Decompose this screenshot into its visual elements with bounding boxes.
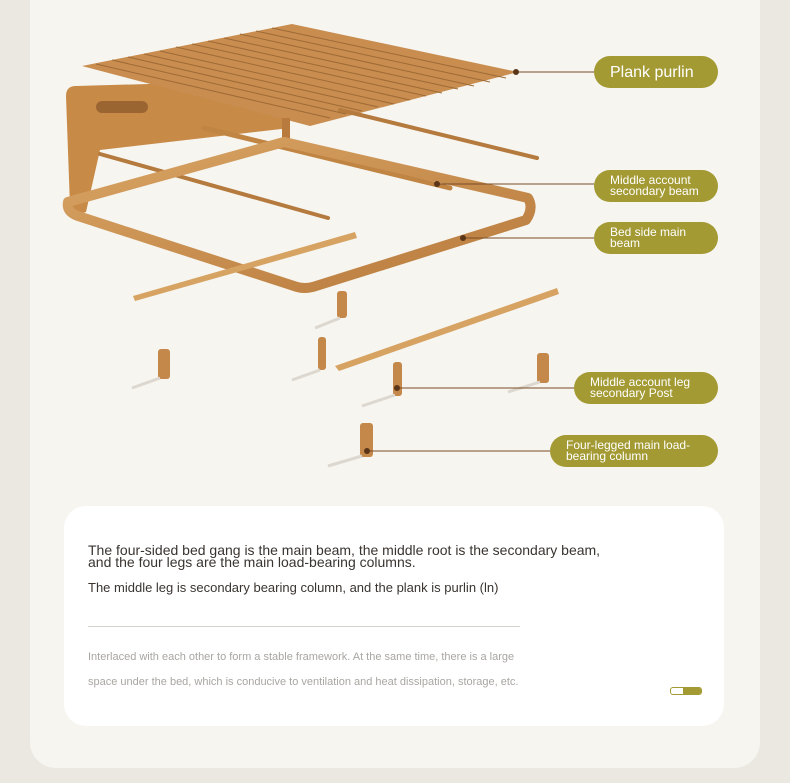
callout-middle-secondary-beam [594,170,718,202]
divider [88,626,520,627]
callout-four-legged-column [550,435,718,467]
description-note: Interlaced with each other to form a stable framework. At the same time, there is a large space under the bed, which is conducive to ventilation and heat dissipation, storage, etc. [88,651,519,688]
callout-middle-leg-post-line2: secondary Post [590,386,673,400]
callout-middle-leg-post [574,372,718,404]
description-main: The four-sided bed gang is the main beam, the middle root is the secondary beam, and the four legs are the main load-bearing columns. [88,542,601,570]
headboard-handle [96,101,148,113]
description-card [64,506,724,726]
callout-bed-side-main-beam [594,222,718,254]
callout-middle-secondary-beam-line1: Middle account [610,173,691,187]
callout-middle-leg-post-line1: Middle account leg [590,375,691,389]
callout-plank-purlin-label: Plank purlin [610,63,694,81]
callout-middle-secondary-beam-line2: secondary beam [610,184,699,198]
secondary-rail-right [340,110,537,158]
callout-bed-side-main-beam-line2: beam [610,236,641,250]
callout-plank-purlin [594,56,718,88]
callout-bed-side-main-beam-line1: Bed side main [610,225,687,239]
callout-four-legged-column-line1: Four-legged main load- [566,438,691,452]
pager-slider-fill [683,688,701,694]
loose-rail-right [335,288,559,371]
callout-four-legged-column-line2: bearing column [566,449,649,463]
description-sub: The middle leg is secondary bearing column, and the plank is purlin (ln) [88,580,499,595]
pager-slider[interactable] [670,687,702,695]
